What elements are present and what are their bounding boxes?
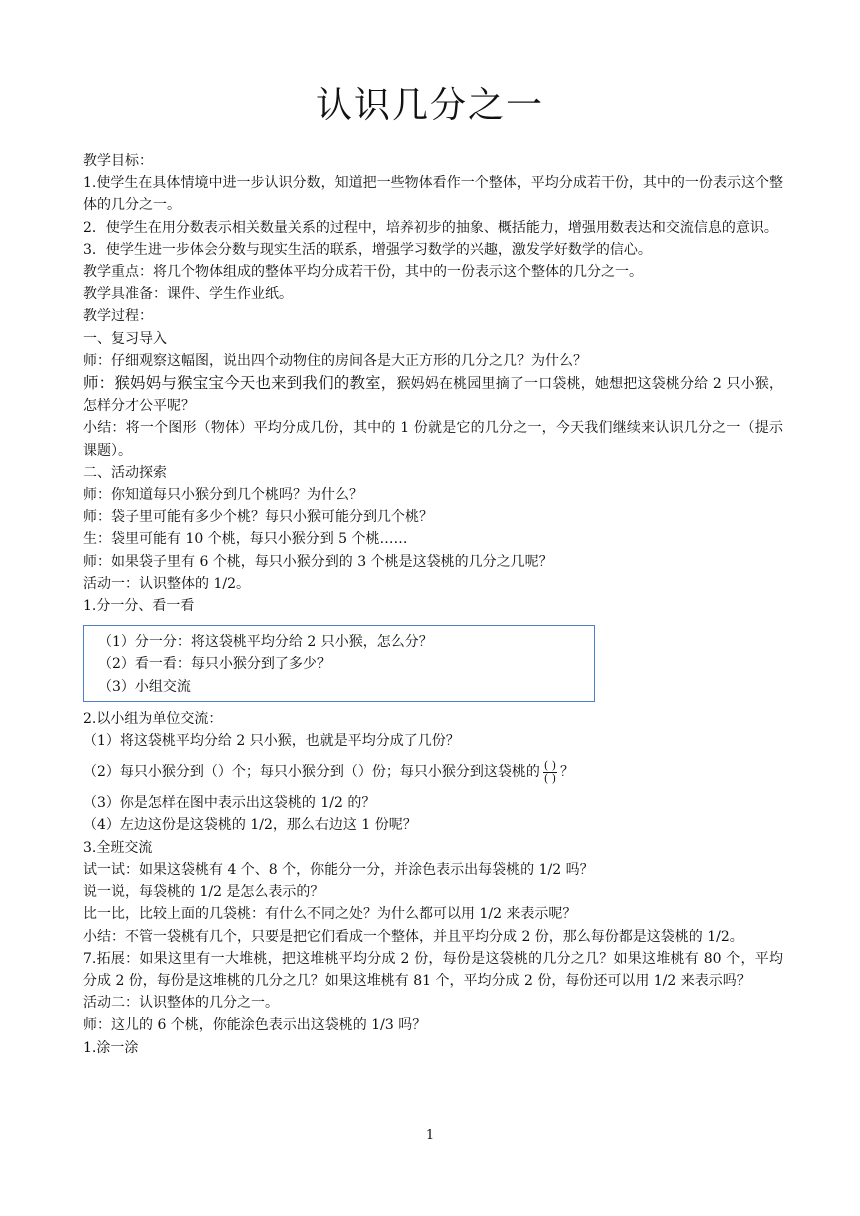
text-line: 小结：不管一袋桃有几个，只要是把它们看成一个整体，并且平均分成 2 份，那么每份都是这袋桃的 1/2。: [83, 928, 744, 945]
text-line: 2．使学生在用分数表示相关数量关系的过程中，培养初步的抽象、概括能力，增强用数表达和交流信息的意识。: [83, 219, 778, 236]
text-line-rest: 猴妈妈在桃园里摘了一口袋桃，她想把这袋桃分给 2 只小猴，怎样分才公平呢？: [83, 376, 783, 415]
fraction-question-tail: ？: [560, 764, 574, 781]
fraction-numerator: ( ): [543, 758, 556, 772]
page-title: 认识几分之一: [315, 85, 544, 126]
text-line: 师：仔细观察这幅图，说出四个动物住的房间各是大正方形的几分之几？为什么？: [83, 352, 587, 369]
fraction-question-line: [83, 752, 783, 792]
text-line: [83, 372, 783, 417]
text-line: （4）左边这份是这袋桃的 1/2，那么右边这 1 份呢？: [83, 817, 417, 834]
text-line: 一、复习导入: [83, 330, 167, 347]
text-line: 试一试：如果这袋桃有 4 个、8 个，你能分一分，并涂色表示出每袋桃的 1/2 吗？: [83, 861, 594, 878]
text-line: 教学过程：: [83, 308, 153, 325]
text-line: 师：如果袋子里有 6 个桃，每只小猴分到的 3 个桃是这袋桃的几分之几呢？: [83, 553, 553, 570]
text-line: 比一比，比较上面的几袋桃：有什么不同之处？为什么都可以用 1/2 来表示呢？: [83, 906, 577, 923]
fraction-question-text: （2）每只小猴分到（）个；每只小猴分到（）份；每只小猴分到这袋桃的: [83, 764, 540, 781]
text-line: 3.全班交流: [83, 839, 153, 856]
box-line: （1）分一分：将这袋桃平均分给 2 只小猴，怎么分？: [98, 634, 433, 651]
fraction-denominator: ( ): [543, 771, 556, 785]
text-line: 生：袋里可能有 10 个桃，每只小猴分到 5 个桃……: [83, 531, 408, 548]
text-line: 3．使学生进一步体会分数与现实生活的联系，增强学习数学的兴趣，激发学好数学的信心。: [83, 241, 652, 258]
text-line: 教学重点：将几个物体组成的整体平均分成若干份，其中的一份表示这个整体的几分之一。: [83, 264, 643, 281]
text-line: 1.涂一涂: [83, 1039, 139, 1056]
page-number: 1: [425, 1128, 435, 1143]
text-line: 教学目标：: [83, 153, 153, 169]
text-line: （1）将这袋桃平均分给 2 只小猴，也就是平均分成了几份？: [83, 733, 460, 750]
text-line: 活动一：认识整体的 1/2。: [83, 575, 250, 592]
blank-fraction: [543, 760, 557, 785]
activity-box: [83, 625, 595, 702]
text-line: 师：袋子里可能有多少个桃？每只小猴可能分到几个桃？: [83, 509, 433, 526]
text-line: （3）你是怎样在图中表示出这袋桃的 1/2 的？: [83, 795, 376, 812]
text-line: 小结：将一个图形（物体）平均分成几份，其中的 1 份就是它的几分之一，今天我们继续来认识几分之一（提示课题）。: [83, 420, 783, 459]
text-line: 教学具准备：课件、学生作业纸。: [83, 286, 293, 303]
text-line: 二、活动探索: [83, 464, 167, 481]
text-line: 1.分一分、看一看: [83, 598, 195, 615]
text-line: 7.拓展：如果这里有一大堆桃，把这堆桃平均分成 2 份，每份是这袋桃的几分之几？如果这堆桃有 80 个，平均分成 2 份，每份是这堆桃的几分之几？如果这堆桃有 81 个，平均分成 2 份，每份还可以用 1/2 来表示吗？: [83, 950, 783, 989]
text-line: 活动二：认识整体的几分之一。: [83, 995, 279, 1012]
box-line: （2）看一看：每只小猴分到了多少？: [98, 656, 331, 673]
text-line: 说一说，每袋桃的 1/2 是怎么表示的？: [83, 884, 325, 901]
text-line: 师：你知道每只小猴分到几个桃吗？为什么？: [83, 487, 363, 504]
text-line: 2.以小组为单位交流：: [83, 710, 223, 727]
text-line: 1.使学生在具体情境中进一步认识分数，知道把一些物体看作一个整体，平均分成若干份，其中的一份表示这个整体的几分之一。: [83, 175, 783, 214]
box-line: （3）小组交流: [98, 678, 191, 695]
document-body: [83, 150, 783, 1059]
text-line: 师：这儿的 6 个桃，你能涂色表示出这袋桃的 1/3 吗？: [83, 1017, 427, 1034]
text-line-lead: 师：猴妈妈与猴宝宝今天也来到我们的教室，: [83, 374, 397, 393]
